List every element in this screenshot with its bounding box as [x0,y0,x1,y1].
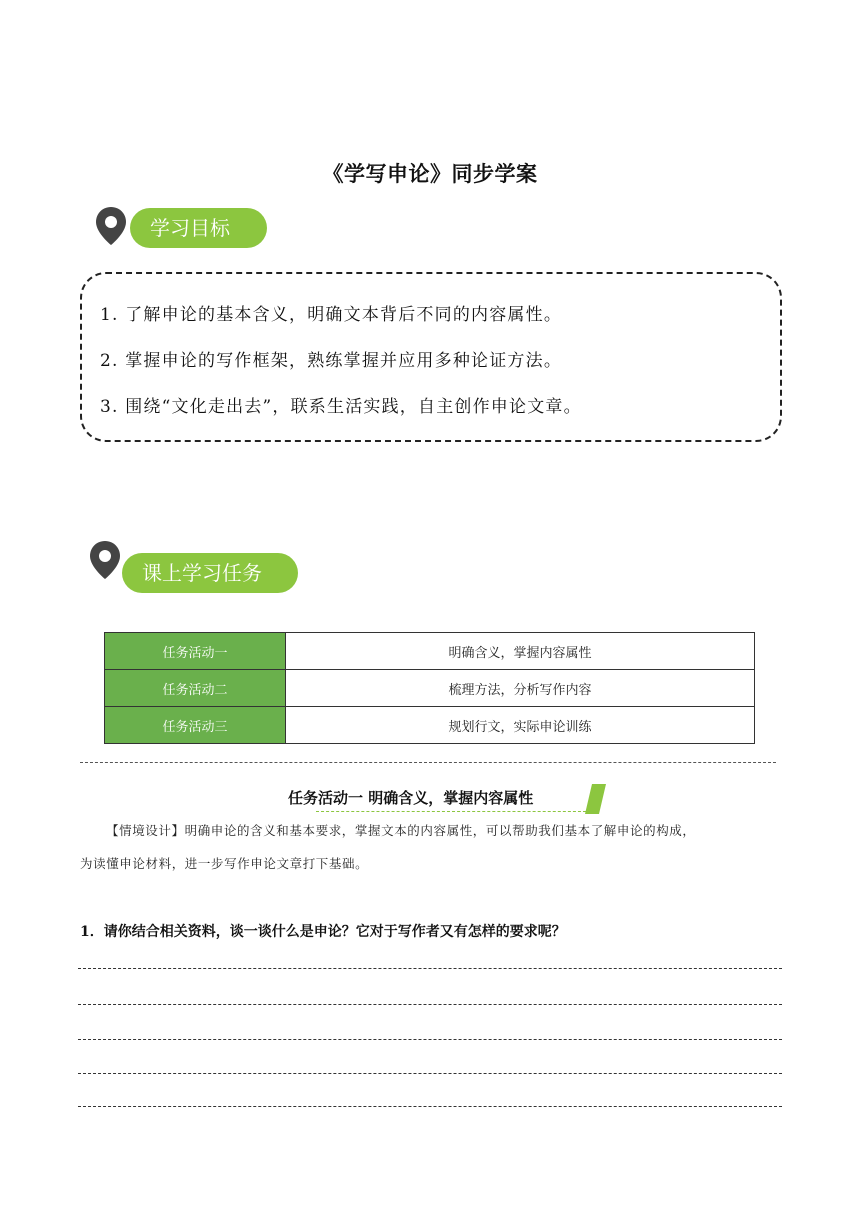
tasks-section-label: 课上学习任务 [122,553,298,593]
answer-line[interactable] [78,1073,782,1074]
goal-item-3: 3. 围绕“文化走出去”，联系生活实践，自主创作申论文章。 [100,397,582,417]
task-desc: 梳理方法，分析写作内容 [286,670,755,707]
location-pin-icon [88,540,122,580]
task-name: 任务活动三 [105,707,286,744]
task-name: 任务活动二 [105,670,286,707]
answer-line[interactable] [78,1039,782,1040]
task-desc: 规划行文，实际申论训练 [286,707,755,744]
tasks-table [104,632,755,744]
goal-item-2: 2. 掌握申论的写作框架，熟练掌握并应用多种论证方法。 [100,351,563,371]
location-pin-icon [94,206,128,246]
scenario-line-1: 【情境设计】明确申论的含义和基本要求，掌握文本的内容属性，可以帮助我们基本了解申论的构成， [106,823,696,838]
table-row [105,670,755,707]
goal-item-1: 1. 了解申论的基本含义，明确文本背后不同的内容属性。 [100,305,563,325]
table-row [105,633,755,670]
answer-line[interactable] [78,1004,782,1005]
green-slash-icon [584,784,608,814]
activity-heading: 任务活动一 明确含义，掌握内容属性 [288,789,534,807]
goals-section-label: 学习目标 [130,208,267,248]
table-row [105,707,755,744]
page-title: 《学写申论》同步学案 [322,162,538,186]
task-name: 任务活动一 [105,633,286,670]
answer-line[interactable] [78,968,782,969]
question-1: 1．请你结合相关资料，谈一谈什么是申论？它对于写作者又有怎样的要求呢？ [80,924,566,940]
section-divider [80,762,776,763]
task-desc: 明确含义，掌握内容属性 [286,633,755,670]
answer-line[interactable] [78,1106,782,1107]
scenario-line-2: 为读懂申论材料，进一步写作申论文章打下基础。 [80,856,369,871]
heading-underline [316,811,586,812]
